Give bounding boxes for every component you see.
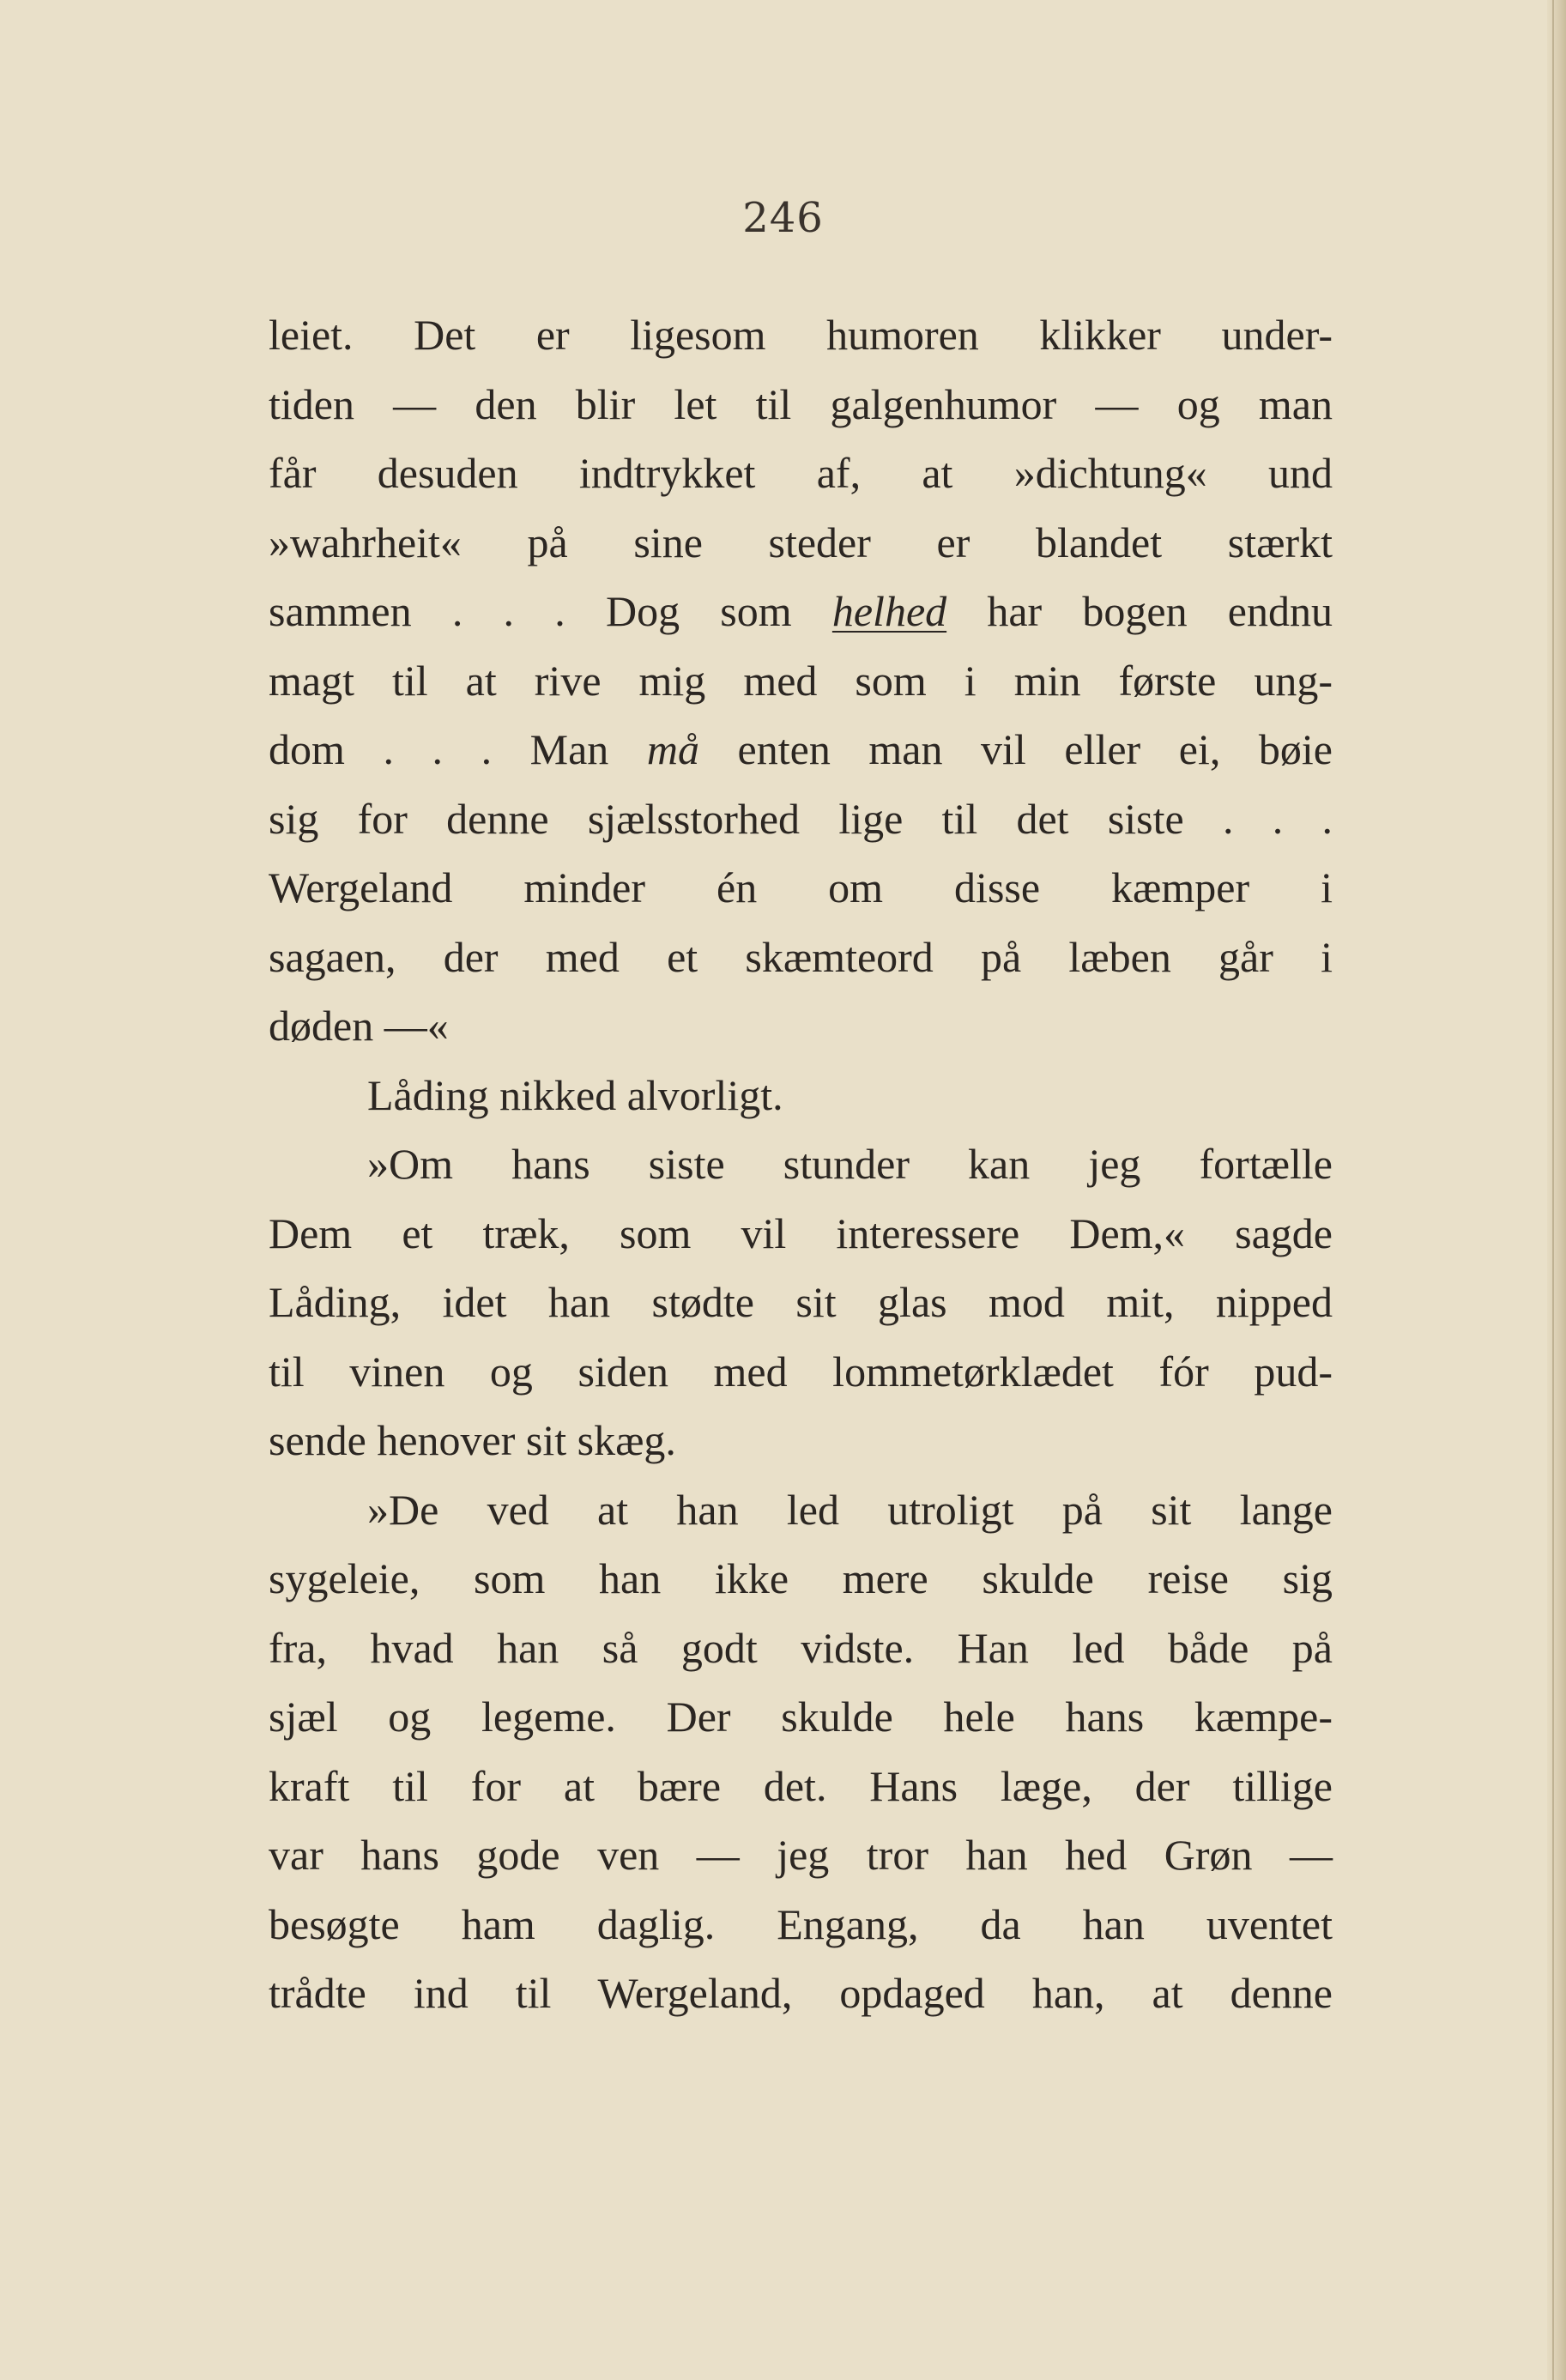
text-segment: magt til at rive mig med som i min første ung- — [269, 656, 1333, 705]
text-line — [269, 1406, 1333, 1475]
text-line — [269, 370, 1333, 439]
text-line — [269, 1475, 1333, 1545]
page-edge-line — [1552, 0, 1554, 2380]
text-segment: Wergeland minder én om disse kæmper i — [269, 863, 1333, 911]
text-segment: enten man vil eller ei, bøie — [698, 725, 1333, 773]
text-segment: leiet. Det er ligesom humoren klikker under- — [269, 311, 1333, 359]
text-segment: sjæl og legeme. Der skulde hele hans kæmpe- — [269, 1693, 1333, 1741]
text-segment: sig for denne sjælsstorhed lige til det siste . . . — [269, 794, 1333, 843]
text-segment: sammen . . . Dog som — [269, 587, 832, 635]
emphasis-text: helhed — [831, 587, 947, 635]
text-line — [269, 1682, 1333, 1752]
text-segment: til vinen og siden med lommetørklædet fór pud- — [269, 1347, 1333, 1396]
text-line — [269, 923, 1333, 992]
text-line — [269, 1268, 1333, 1337]
text-line — [269, 1959, 1333, 2028]
text-segment: »De ved at han led utroligt på sit lange — [367, 1485, 1333, 1534]
text-segment: trådte ind til Wergeland, opdaged han, at denne — [269, 1969, 1333, 2017]
text-segment: sygeleie, som han ikke mere skulde reise sig — [269, 1554, 1333, 1602]
text-line — [269, 715, 1333, 784]
text-segment: Låding nikked alvorligt. — [367, 1070, 783, 1119]
text-line — [269, 1890, 1333, 1959]
text-segment: »Om hans siste stunder kan jeg fortælle — [367, 1140, 1333, 1188]
text-segment: får desuden indtrykket af, at »dichtung« und — [269, 449, 1333, 497]
text-segment: fra, hvad han så godt vidste. Han led både på — [269, 1623, 1333, 1672]
text-line — [269, 1129, 1333, 1199]
text-segment: har bogen endnu — [946, 587, 1333, 635]
text-line — [269, 1820, 1333, 1890]
text-line — [269, 439, 1333, 508]
text-line — [269, 577, 1333, 646]
text-line — [269, 1061, 1333, 1130]
text-line — [269, 1614, 1333, 1683]
text-line — [269, 991, 1333, 1061]
text-segment: dom . . . Man — [269, 725, 647, 773]
text-segment: »wahrheit« på sine steder er blandet stærkt — [269, 518, 1333, 566]
text-line — [269, 646, 1333, 716]
text-line — [269, 508, 1333, 578]
text-line — [269, 784, 1333, 854]
page-edge — [1547, 0, 1566, 2380]
text-line — [269, 1752, 1333, 1821]
text-segment: Låding, idet han stødte sit glas mod mit, nipped — [269, 1278, 1333, 1326]
text-segment: Dem et træk, som vil interessere Dem,« sagde — [269, 1208, 1333, 1257]
text-segment: døden —« — [269, 1002, 449, 1050]
emphasis-text: må — [646, 725, 699, 773]
text-line — [269, 1199, 1333, 1269]
text-line — [269, 853, 1333, 923]
text-segment: var hans gode ven — jeg tror han hed Grøn — — [269, 1831, 1333, 1879]
text-segment: sagaen, der med et skæmteord på læben går i — [269, 932, 1333, 981]
page-number: 246 — [742, 194, 824, 242]
text-segment: sende henover sit skæg. — [269, 1416, 676, 1464]
text-segment: besøgte ham daglig. Engang, da han uventet — [269, 1899, 1333, 1948]
text-line — [269, 300, 1333, 370]
text-segment: tiden — den blir let til galgenhumor — og man — [269, 379, 1333, 428]
text-segment: kraft til for at bære det. Hans læge, der tillige — [269, 1761, 1333, 1810]
text-line — [269, 1337, 1333, 1407]
text-line — [269, 1544, 1333, 1614]
body-text — [269, 300, 1333, 2028]
